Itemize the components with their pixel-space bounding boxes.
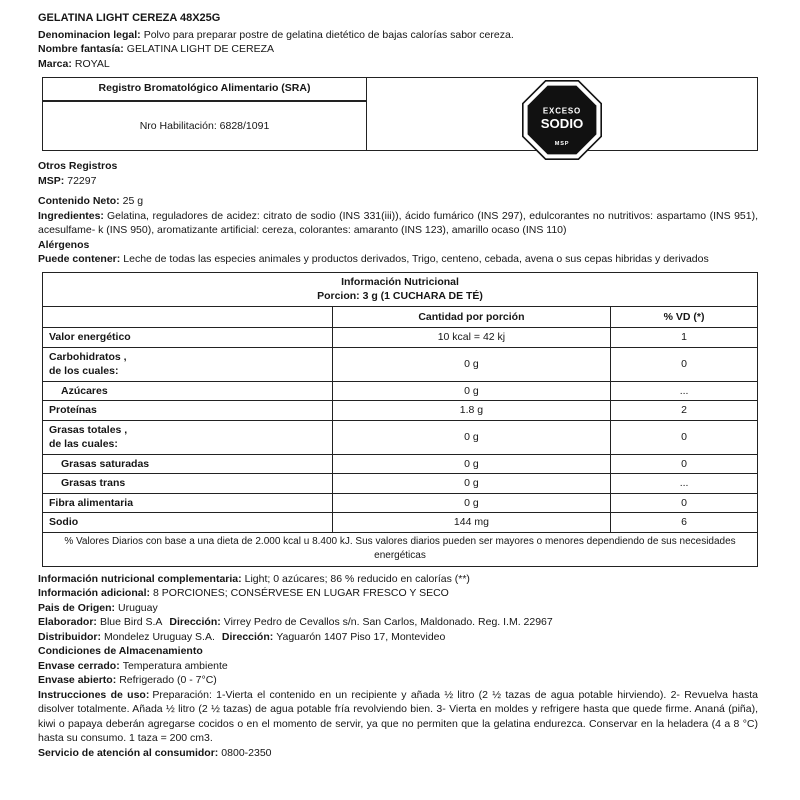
- row-qty: 0 g: [332, 474, 611, 494]
- col-header-vd: % VD (*): [611, 306, 758, 328]
- elaborador-direccion-label: Dirección:: [169, 616, 221, 628]
- table-row-carbohidratos: [43, 347, 758, 381]
- distribuidor-direccion-value: Yaguarón 1407 Piso 17, Montevideo: [276, 630, 446, 643]
- envase-abierto-value: Refrigerado (0 - 7°C): [119, 674, 217, 686]
- distribuidor-line: [38, 630, 758, 645]
- row-qty: 144 mg: [332, 513, 611, 533]
- ingredientes-value: Gelatina, reguladores de acidez: citrato de sodio (INS 331(iii)), ácido fumárico (INS 297), edulcorantes no nutritivos: aspartamo (INS 951), acesulfame- k (INS 950), aromatizante artificial: cereza, colorantes: amaranto (INS 123), amarillo ocaso (INS 110): [38, 209, 758, 236]
- pais-origen-line: [38, 601, 758, 616]
- row-qty: 0 g: [332, 454, 611, 474]
- instrucciones-value: Preparación: 1-Vierta el contenido en un recipiente y añada ½ litro (2 ½ tazas de agua potable hirviendo). 2- Revuelva hasta disolver totalmente. Añada ½ litro (2 ½ tazas) de agua potable fría revolviendo bien. 3- Vierta en moldes y refrigere hasta que quede firme. Ananá (piña), kiwi o papaya deberán agregarse cocidos o en el momento de servir, ya que no permiten que la gelatina endurezca. Conservar en la heladera (4 a 8 °C) hasta su consumo. 1 taza = 200 cm3.: [38, 688, 758, 744]
- row-vd: 2: [611, 401, 758, 421]
- contenido-value: 25 g: [122, 195, 144, 207]
- row-vd: 0: [611, 347, 758, 381]
- row-vd: 0: [611, 454, 758, 474]
- row-label: Grasas trans: [43, 474, 333, 494]
- info-complementaria-line: [38, 572, 758, 587]
- row-vd: 0: [611, 493, 758, 513]
- table-row-grasas-saturadas: [43, 454, 758, 474]
- registro-seal-cell: [367, 78, 757, 150]
- exceso-sodio-seal-icon: [522, 80, 602, 160]
- servicio-atencion-line: [38, 746, 758, 761]
- complementaria-label: Información nutricional complementaria:: [38, 572, 242, 585]
- envase-cerrado-line: [38, 659, 758, 674]
- row-label: Grasas saturadas: [43, 454, 333, 474]
- row-vd: 0: [611, 420, 758, 454]
- envase-cerrado-label: Envase cerrado:: [38, 659, 120, 672]
- contenido-label: Contenido Neto:: [38, 195, 120, 207]
- instrucciones-paragraph: [38, 688, 758, 746]
- denominacion-label: Denominacion legal:: [38, 28, 141, 41]
- table-row-azucares: [43, 381, 758, 401]
- nutrition-title: Información Nutricional: [341, 275, 459, 288]
- msp-label: MSP:: [38, 174, 65, 187]
- pais-label: Pais de Origen:: [38, 601, 116, 614]
- seal-text-exceso: EXCESO: [542, 106, 582, 116]
- nombre-value: GELATINA LIGHT DE CEREZA: [126, 43, 275, 55]
- row-qty: 0 g: [332, 420, 611, 454]
- envase-abierto-line: [38, 673, 758, 688]
- seal-text-sodio: SODIO: [540, 116, 584, 131]
- nutrition-column-header-row: [43, 306, 758, 328]
- table-row-grasas-trans: [43, 474, 758, 494]
- habilitacion-text: Nro Habilitación: 6828/1091: [139, 119, 270, 132]
- nombre-label: Nombre fantasía:: [38, 43, 124, 55]
- pais-value: Uruguay: [118, 601, 158, 614]
- ingredientes-paragraph: [38, 209, 758, 238]
- row-qty: 0 g: [332, 381, 611, 401]
- nutrition-table-title-cell: [43, 272, 758, 306]
- marca-value: ROYAL: [74, 57, 110, 70]
- marca-line: [38, 57, 758, 72]
- alergenos-heading: Alérgenos: [38, 238, 90, 251]
- row-label: Proteínas: [43, 401, 333, 421]
- adicional-label: Información adicional:: [38, 587, 151, 599]
- servicio-value: 0800-2350: [221, 746, 272, 759]
- row-qty: 0 g: [332, 347, 611, 381]
- nombre-fantasia-line: [38, 42, 758, 57]
- distribuidor-direccion-label: Dirección:: [221, 630, 274, 643]
- elaborador-value: Blue Bird S.A: [99, 616, 163, 628]
- contenido-neto-line: [38, 194, 758, 209]
- row-qty: 0 g: [332, 493, 611, 513]
- row-qty: 10 kcal = 42 kj: [332, 328, 611, 348]
- nutrition-subtitle: Porcion: 3 g (1 CUCHARA DE TÉ): [317, 290, 483, 302]
- table-row-proteinas: [43, 401, 758, 421]
- table-row-fibra: [43, 493, 758, 513]
- puede-contener-line: [38, 252, 758, 267]
- product-title: GELATINA LIGHT CEREZA 48X25G: [38, 12, 221, 24]
- msp-value: 72297: [67, 174, 97, 187]
- row-label: Valor energético: [43, 328, 333, 348]
- nutrition-footnote: % Valores Diarios con base a una dieta de 2.000 kcal u 8.400 kJ. Sus valores diarios pueden ser mayores o menores dependiendo de sus necesidades energéticas: [43, 532, 758, 566]
- elaborador-label: Elaborador:: [38, 616, 97, 628]
- row-label: Carbohidratos , de los cuales:: [43, 347, 333, 381]
- row-label: Azúcares: [43, 381, 333, 401]
- registro-box-header: Registro Bromatológico Alimentario (SRA): [43, 78, 366, 102]
- otros-registros-heading: Otros Registros: [38, 160, 118, 172]
- servicio-label: Servicio de atención al consumidor:: [38, 746, 219, 759]
- nutrition-footnote-row: [43, 532, 758, 566]
- row-vd: ...: [611, 381, 758, 401]
- puede-contener-label: Puede contener:: [38, 253, 121, 265]
- instrucciones-label: Instrucciones de uso:: [38, 688, 150, 701]
- elaborador-line: [38, 615, 758, 630]
- complementaria-value: Light; 0 azúcares; 86 % reducido en calorías (**): [244, 572, 470, 585]
- table-row-grasas-totales: [43, 420, 758, 454]
- table-row-sodio: [43, 513, 758, 533]
- info-adicional-line: [38, 586, 758, 601]
- ingredientes-label: Ingredientes:: [38, 209, 104, 222]
- condiciones-heading: Condiciones de Almacenamiento: [38, 645, 203, 657]
- table-row-valor-energetico: [43, 328, 758, 348]
- empty-header-cell: [43, 306, 333, 328]
- denominacion-value: Polvo para preparar postre de gelatina dietético de bajas calorías sabor cereza.: [143, 28, 514, 41]
- col-header-cantidad: Cantidad por porción: [332, 306, 611, 328]
- registro-left-cell: [43, 78, 367, 150]
- row-label: Sodio: [43, 513, 333, 533]
- envase-abierto-label: Envase abierto:: [38, 674, 117, 686]
- row-vd: 1: [611, 328, 758, 348]
- distribuidor-label: Distribuidor:: [38, 630, 101, 643]
- denominacion-legal-line: [38, 28, 758, 43]
- nutrition-table: [42, 272, 758, 567]
- distribuidor-value: Mondelez Uruguay S.A.: [104, 630, 215, 643]
- row-label: Grasas totales , de las cuales:: [43, 420, 333, 454]
- nutrition-table-title-row: [43, 272, 758, 306]
- registro-box: [42, 77, 758, 151]
- msp-line: [38, 174, 758, 189]
- row-qty: 1.8 g: [332, 401, 611, 421]
- elaborador-direccion-value: Virrey Pedro de Cevallos s/n. San Carlos, Maldonado. Reg. I.M. 22967: [223, 616, 553, 628]
- envase-cerrado-value: Temperatura ambiente: [122, 659, 228, 672]
- row-vd: 6: [611, 513, 758, 533]
- marca-label: Marca:: [38, 57, 72, 70]
- row-vd: ...: [611, 474, 758, 494]
- row-label: Fibra alimentaria: [43, 493, 333, 513]
- puede-contener-value: Leche de todas las especies animales y productos derivados, Trigo, centeno, cebada, avena o sus cepas hibridas y derivados: [123, 253, 709, 265]
- seal-text-msp: MSP: [554, 140, 570, 147]
- adicional-value: 8 PORCIONES; CONSÉRVESE EN LUGAR FRESCO Y SECO: [153, 587, 449, 599]
